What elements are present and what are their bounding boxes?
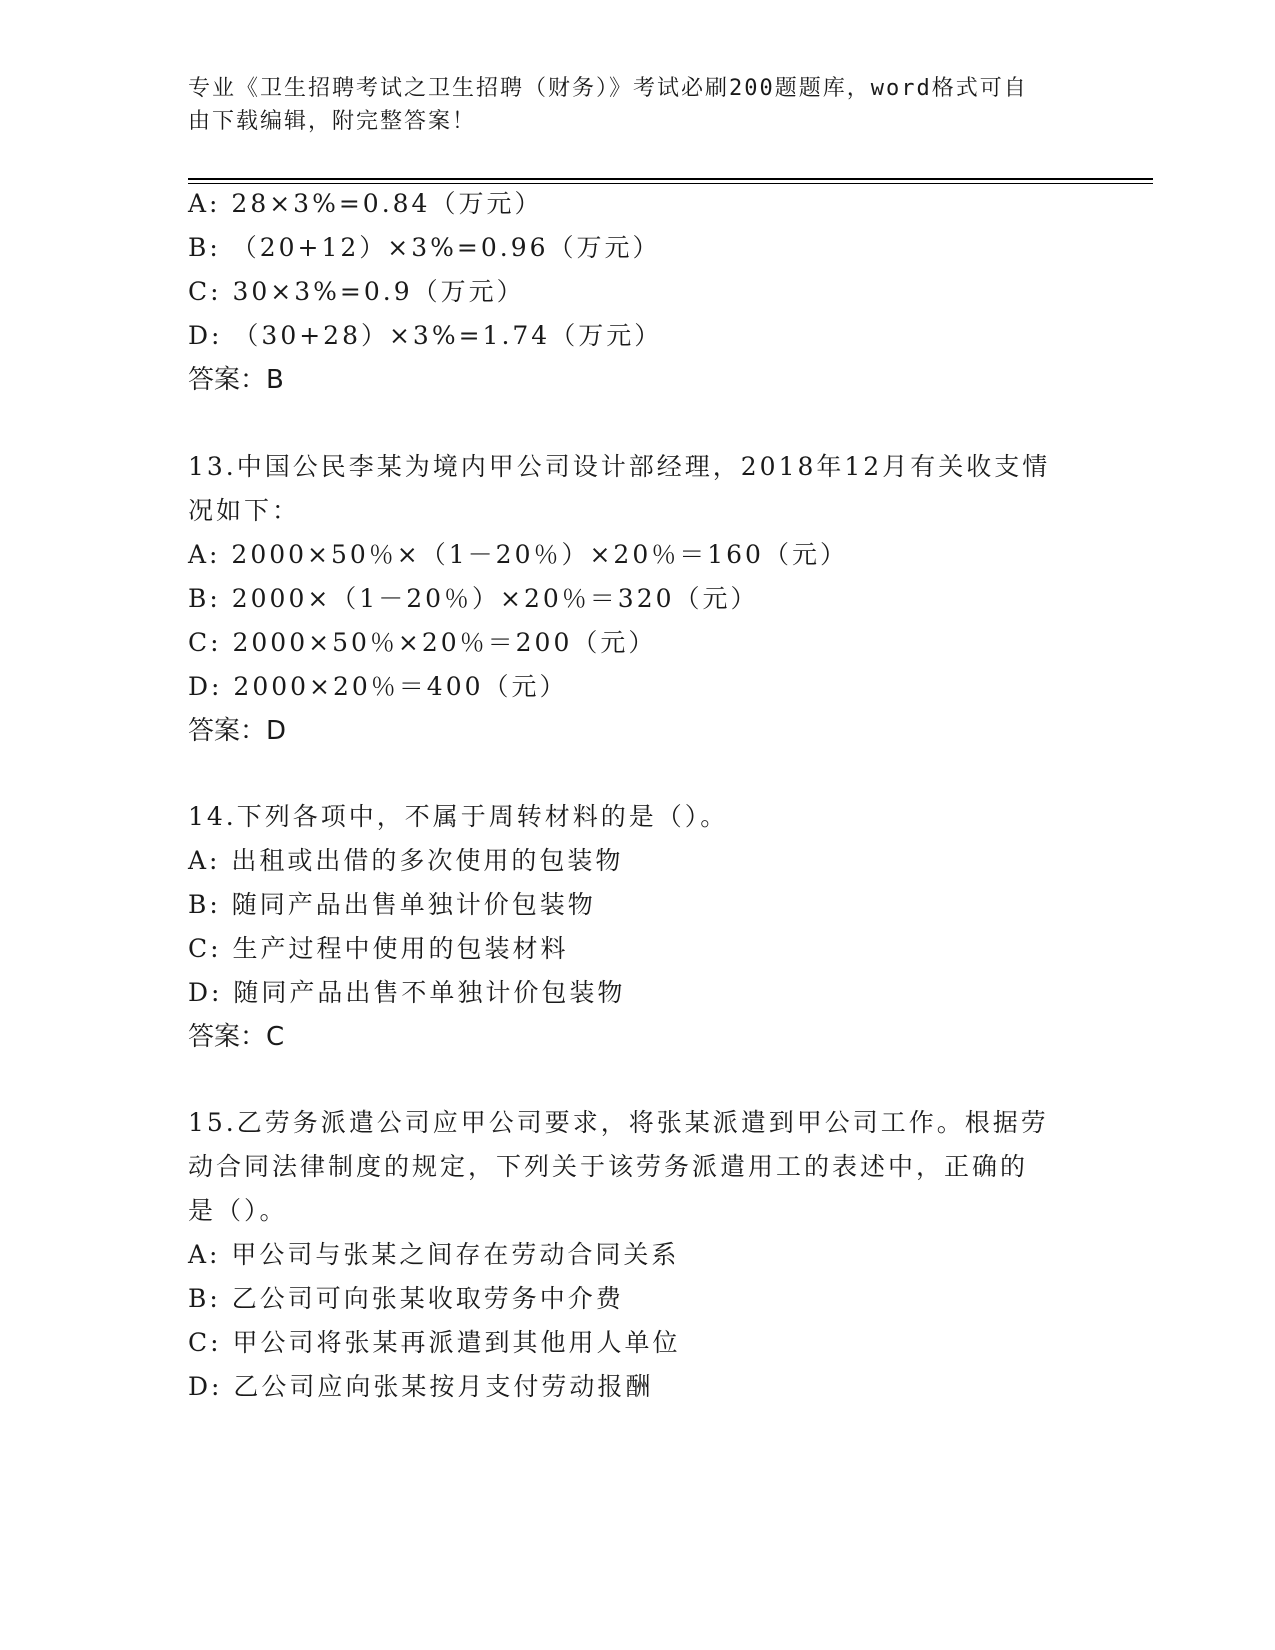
q15-option-d: D: 乙公司应向张某按月支付劳动报酬 xyxy=(188,1372,654,1401)
header-rule-thin xyxy=(188,183,1153,184)
q13-answer: 答案：D xyxy=(188,716,287,746)
q15-option-a: A: 甲公司与张某之间存在劳动合同关系 xyxy=(188,1240,680,1269)
q14-stem-line-1: 14.下列各项中，不属于周转材料的是（）。 xyxy=(188,802,729,831)
q13-option-a: A: 2000×50％×（1－20％）×20％＝160（元） xyxy=(188,540,848,569)
q14-option-c: C: 生产过程中使用的包装材料 xyxy=(188,934,569,963)
q13-stem-line-1: 13.中国公民李某为境内甲公司设计部经理，2018年12月有关收支情 xyxy=(188,452,1051,481)
q15-stem-line-3: 是（）。 xyxy=(188,1196,288,1225)
q12-option-d: D: （30+28）×3%=1.74（万元） xyxy=(188,321,663,350)
q15-stem-line-1: 15.乙劳务派遣公司应甲公司要求，将张某派遣到甲公司工作。根据劳 xyxy=(188,1108,1049,1137)
q12-option-a: A: 28×3%=0.84（万元） xyxy=(188,189,543,218)
q12-option-b: B: （20+12）×3%=0.96（万元） xyxy=(188,233,661,262)
q12-option-c: C: 30×3%=0.9（万元） xyxy=(188,277,525,306)
header-rule-thick xyxy=(188,178,1153,180)
q13-option-b: B: 2000×（1－20％）×20％＝320（元） xyxy=(188,584,759,613)
q15-option-c: C: 甲公司将张某再派遣到其他用人单位 xyxy=(188,1328,681,1357)
header-line-1: 专业《卫生招聘考试之卫生招聘（财务）》考试必刷200题题库，word格式可自 xyxy=(188,76,1028,101)
q14-option-d: D: 随同产品出售不单独计价包装物 xyxy=(188,978,626,1007)
q12-answer: 答案：B xyxy=(188,365,284,395)
q15-option-b: B: 乙公司可向张某收取劳务中介费 xyxy=(188,1284,624,1313)
q14-answer: 答案：C xyxy=(188,1022,285,1052)
q14-option-b: B: 随同产品出售单独计价包装物 xyxy=(188,890,596,919)
header-line-2: 由下载编辑，附完整答案！ xyxy=(188,109,477,134)
document-header xyxy=(188,72,1068,138)
q13-stem-line-2: 况如下： xyxy=(188,496,301,525)
q13-option-c: C: 2000×50％×20％＝200（元） xyxy=(188,628,657,657)
q13-option-d: D: 2000×20％＝400（元） xyxy=(188,672,568,701)
q14-option-a: A: 出租或出借的多次使用的包装物 xyxy=(188,846,624,875)
q15-stem-line-2: 动合同法律制度的规定，下列关于该劳务派遣用工的表述中，正确的 xyxy=(188,1152,1029,1181)
